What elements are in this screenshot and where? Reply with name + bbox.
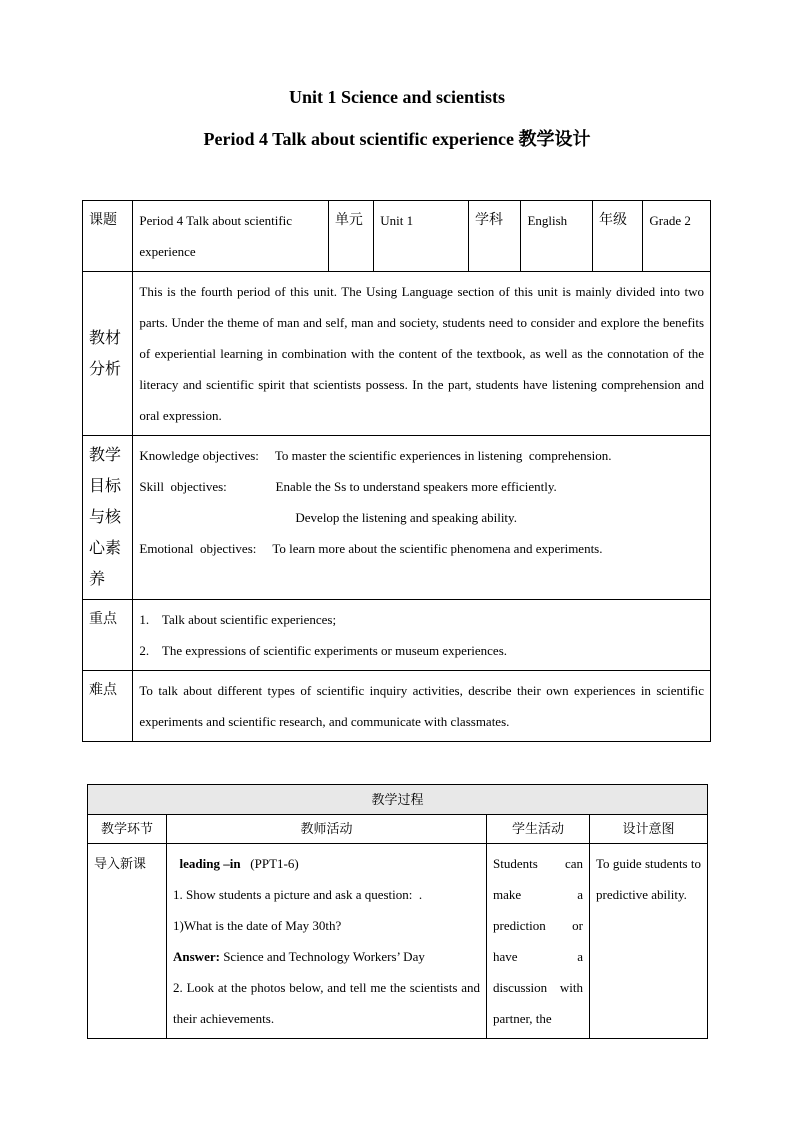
difficult-text: To talk about different types of scientific inquiry activities, describe their own experiences in scientific experiments and scientific research, and communicate with classmates. (133, 671, 711, 742)
col-stage: 教学环节 (88, 815, 167, 844)
key-points-row (83, 600, 711, 671)
answer-line (173, 941, 480, 972)
label-key-points: 重点 (83, 600, 133, 671)
teacher-heading-line (173, 848, 480, 879)
subject-value: English (521, 201, 593, 272)
answer-text: Science and Technology Workers’ Day (219, 949, 425, 964)
key-points-cell (133, 600, 711, 671)
process-row-intro (88, 844, 708, 1039)
design-cell: To guide students to predictive ability. (590, 844, 708, 1039)
col-teacher: 教师活动 (167, 815, 487, 844)
objectives-cell (133, 436, 711, 600)
teacher-line-1: 1. Show students a picture and ask a question: . (173, 887, 423, 902)
answer-label: Answer: (173, 949, 220, 964)
topic-value: Period 4 Talk about scientific experience (133, 201, 329, 272)
grade-value: Grade 2 (643, 201, 711, 272)
label-analysis: 教材分析 (83, 272, 133, 436)
analysis-text: This is the fourth period of this unit. The Using Language section of this unit is mainly divided into two parts. Under the theme of man and self, man and society, students need to consider and explore the benefits of experiential learning in combination with the content of the textbook, as well as the connotation of the literacy and scientific spirit that scientists possess. In the part, students have listening comprehension and oral expression. (133, 272, 711, 436)
student-cell: Students can make a prediction or have a discussion with partner, the (487, 844, 590, 1039)
label-topic: 课题 (83, 201, 133, 272)
process-table (87, 784, 708, 1039)
objective-skill-2: Develop the listening and speaking ability. (139, 510, 517, 525)
objective-emotional: Emotional objectives: To learn more about the scientific phenomena and experiments. (139, 541, 603, 556)
objectives-row (83, 436, 711, 600)
teacher-line-2: 1)What is the date of May 30th? (173, 918, 342, 933)
teacher-heading: leading –in (179, 856, 241, 871)
col-student: 学生活动 (487, 815, 590, 844)
process-column-row (88, 815, 708, 844)
objective-skill: Skill objectives: Enable the Ss to understand speakers more efficiently. (139, 479, 557, 494)
analysis-row (83, 272, 711, 436)
teacher-heading-ref: (PPT1-6) (240, 856, 299, 871)
document-title: Unit 1 Science and scientists (289, 87, 505, 107)
process-header: 教学过程 (88, 785, 708, 815)
unit-value: Unit 1 (374, 201, 469, 272)
objective-knowledge: Knowledge objectives: To master the scientific experiences in listening comprehension. (139, 448, 612, 463)
teacher-line-3: 2. Look at the photos below, and tell me the scientists and their achievements. (173, 980, 480, 1026)
label-unit: 单元 (328, 201, 373, 272)
key-point-1: 1. Talk about scientific experiences; (139, 612, 337, 627)
document-subtitle: Period 4 Talk about scientific experience 教学设计 (203, 129, 591, 149)
difficult-row (83, 671, 711, 742)
process-header-row (88, 785, 708, 815)
col-design: 设计意图 (590, 815, 708, 844)
label-difficult: 难点 (83, 671, 133, 742)
label-grade: 年级 (593, 201, 643, 272)
topic-row (83, 201, 711, 272)
info-table (82, 200, 711, 742)
label-subject: 学科 (469, 201, 521, 272)
stage-cell: 导入新课 (88, 844, 167, 1039)
label-objectives: 教学目标与核心素养 (83, 436, 133, 600)
key-point-2: 2. The expressions of scientific experiments or museum experiences. (139, 643, 508, 658)
teacher-cell (167, 844, 487, 1039)
